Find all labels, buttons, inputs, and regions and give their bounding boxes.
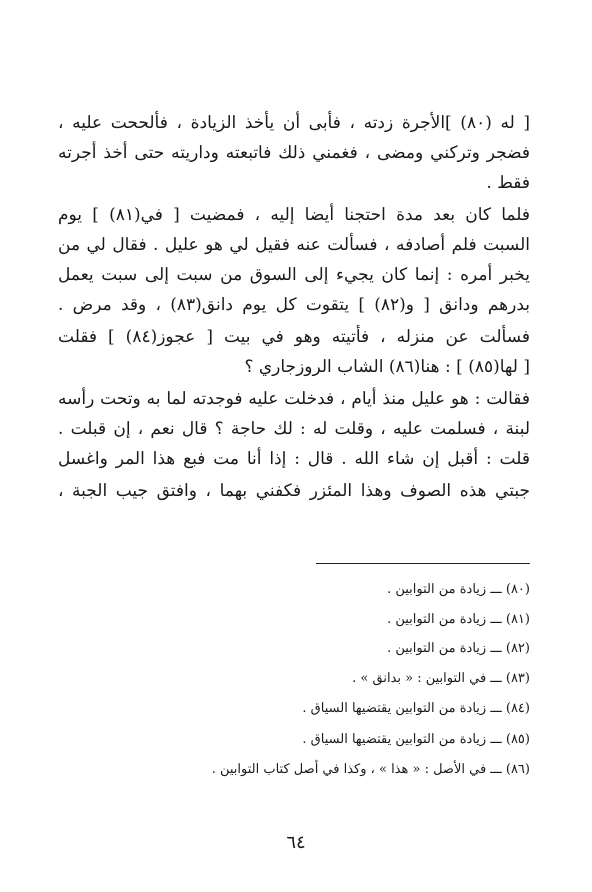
footnote: (٨٤) ـــ زيادة من التوابين يقتضيها السياق . <box>302 701 530 716</box>
footnote: (٨١) ـــ زيادة من التوابين . <box>387 612 530 627</box>
text-line: فقالت : هو عليل منذ أيام ، فدخلت عليه فوجدته لما به وتحت رأسه <box>58 389 530 409</box>
text-line: قلت : أقبل إن شاء الله . قال : إذا أنا مت فبع هذا المر واغسل <box>58 449 530 469</box>
text-line: جبتي هذه الصوف وهذا المئزر فكفني بهما ، وافتق جيب الجبة ، <box>58 481 530 501</box>
page-number: ٦٤ <box>286 832 306 853</box>
text-line: السبت فلم أصادفه ، فسألت عنه فقيل لي هو عليل . فقال لي من <box>58 235 530 255</box>
text-line: فقط . <box>486 173 530 193</box>
footnote-separator <box>316 563 530 564</box>
text-line: [ له (٨٠) ]الأجرة زدته ، فأبى أن يأخذ الزيادة ، فألححت عليه ، <box>58 113 530 133</box>
text-line: فضجر وتركني ومضى ، فغمني ذلك فاتبعته وداريته حتى أخذ أجرته <box>58 143 530 163</box>
text-line: فلما كان بعد مدة احتجنا أيضا إليه ، فمضيت [ في(٨١) ] يوم <box>58 205 530 225</box>
footnote: (٨٦) ـــ في الأصل : « هذا » ، وكذا في أصل كتاب التوابين . <box>211 762 530 777</box>
footnote: (٨٣) ـــ في التوابين : « بدانق » . <box>352 671 530 686</box>
text-line: [ لها(٨٥) ] : هنا(٨٦) الشاب الروزجاري ؟ <box>244 357 530 377</box>
footnote: (٨٥) ـــ زيادة من التوابين يقتضيها السياق . <box>302 732 530 747</box>
footnote: (٨٠) ـــ زيادة من التوابين . <box>387 582 530 597</box>
text-line: فسألت عن منزله ، فأتيته وهو في بيت [ عجوز(٨٤) ] فقلت <box>58 327 530 347</box>
text-line: بدرهم ودانق [ و(٨٢) ] يتقوت كل يوم دانق(٨٣) ، وقد مرض . <box>58 295 530 315</box>
footnote: (٨٢) ـــ زيادة من التوابين . <box>387 641 530 656</box>
text-line: لبنة ، فسلمت عليه ، وقلت له : لك حاجة ؟ قال نعم ، إن قبلت . <box>58 419 530 439</box>
text-line: يخبر أمره : إنما كان يجيء إلى السوق من سبت إلى سبت يعمل <box>58 265 530 285</box>
